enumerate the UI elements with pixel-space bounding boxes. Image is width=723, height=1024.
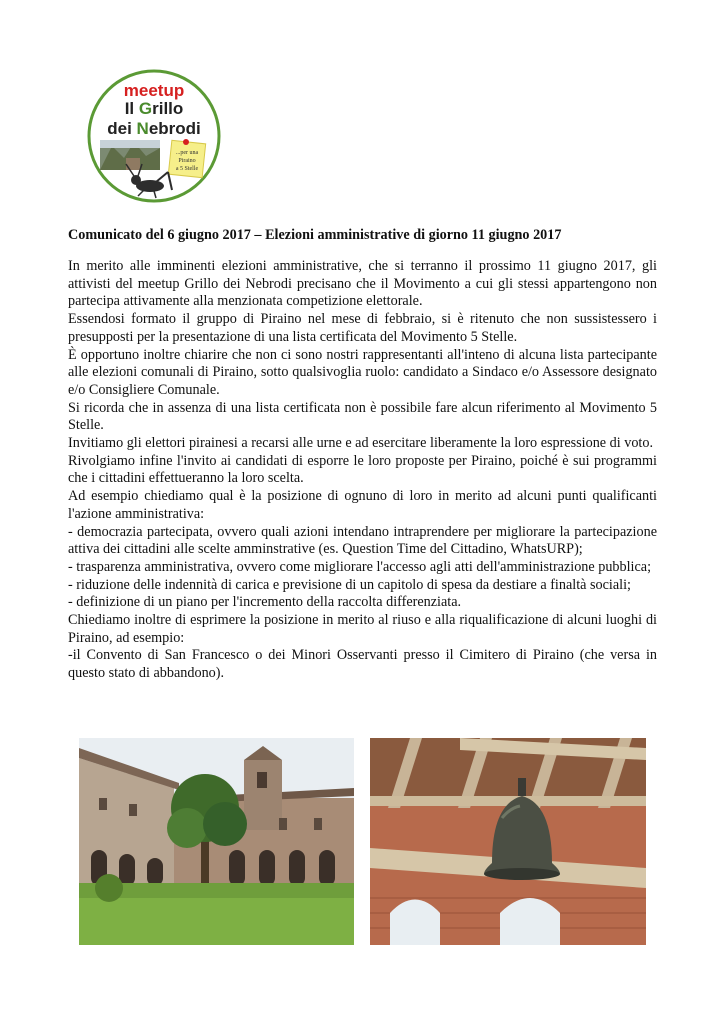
page-title: Comunicato del 6 giugno 2017 – Elezioni amministrative di giorno 11 giugno 2017 (68, 227, 562, 243)
svg-text:...per una: ...per una (175, 150, 199, 156)
paragraph: Essendosi formato il gruppo di Piraino nel mese di febbraio, si è ritenuto che non sussistessero i presupposti per la presentazione di una lista certificata del Movimento 5 Stelle. (68, 311, 657, 345)
svg-text:Piraino: Piraino (178, 158, 196, 164)
logo-note (168, 139, 205, 178)
bell-photo (370, 738, 646, 945)
paragraph: Chiediamo inoltre di esprimere la posizione in merito al riuso e alla riqualificazione di alcuni luoghi di Piraino, ad esempio: (68, 612, 657, 646)
svg-text:a 5 Stelle: a 5 Stelle (175, 166, 199, 172)
meetup-logo (86, 68, 222, 204)
convent-courtyard-photo (79, 738, 354, 945)
logo-graphic (86, 68, 222, 204)
logo-grillo-text: Il Grillo (124, 99, 184, 118)
list-item: -il Convento di San Francesco o dei Minori Osservanti presso il Cimitero di Piraino (che versa in questo stato di abbandono). (68, 647, 657, 682)
list-item: - trasparenza amministrativa, ovvero come migliorare l'accesso agli atti dell'amministrazione pubblica; (68, 558, 652, 575)
list-item: - democrazia partecipata, ovvero quali azioni intendano intraprendere per migliorare la partecipazione attiva dei cittadini alle scelte amminstrative (es. Question Time del Cittadino, WhatsURP); (68, 523, 657, 558)
paragraph: Si ricorda che in assenza di una lista certificata non è possibile fare alcun riferimento al Movimento 5 Stelle. (68, 399, 657, 434)
paragraph: Rivolgiamo infine l'invito ai candidati di esporre le loro proposte per Piraino, poiché è sui programmi che i cittadini effettueranno la loro scelta. (68, 452, 657, 487)
paragraph: In merito alle imminenti elezioni amministrative, che si terranno il prossimo 11 giugno 2017, gli attivisti del meetup Grillo dei Nebrodi precisano che il Movimento a cui gli stessi appartengono non partecipa attivamente alla menzionata competizione elettorale. (68, 258, 657, 310)
list-item: - riduzione delle indennità di carica e previsione di un capitolo di spesa da destiare a finaltà sociali; (68, 576, 631, 593)
logo-landscape-image (100, 140, 160, 170)
logo-meetup-text: meetup (123, 81, 185, 100)
logo-nebrodi-text: dei Nebrodi (107, 119, 201, 138)
paragraph: È opportuno inoltre chiarire che non ci sono nostri rappresentanti all'inteno di alcuna lista partecipante alle elezioni comunali di Piraino, sotto qualsivoglia ruolo: candidato a Sindaco e/o Assessore designato e/o Consigliere Comunale. (68, 346, 657, 398)
document-body (68, 258, 657, 683)
paragraph: Ad esempio chiediamo qual è la posizione di ognuno di loro in merito ad alcuni punti qualificanti l'azione amministrativa: (68, 488, 657, 522)
paragraph: Invitiamo gli elettori pirainesi a recarsi alle urne e ad esercitare liberamente la loro espressione di voto. (68, 435, 653, 452)
list-item: - definizione di un piano per l'incremento della raccolta differenziata. (68, 594, 462, 611)
